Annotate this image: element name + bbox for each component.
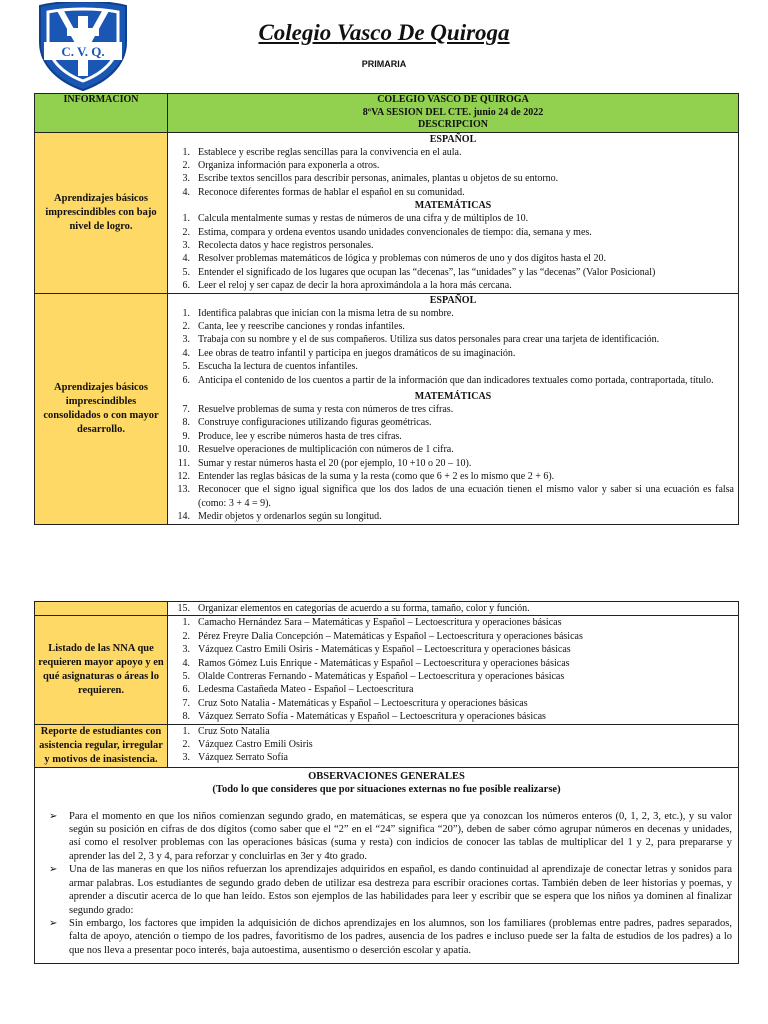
header-descripcion: DESCRIPCION — [417, 119, 488, 130]
row-content — [168, 616, 739, 724]
school-crest-logo — [34, 2, 132, 92]
list-item: 1. Establece y escribe reglas sencillas para la convivencia en el aula. — [182, 146, 462, 158]
row-label: Aprendizajes básicos imprescindibles con bajo nivel de logro. — [35, 132, 168, 293]
row-label: Reporte de estudiantes con asistencia regular, irregular y motivos de inasistencia. — [35, 724, 168, 767]
row-label: Aprendizajes básicos imprescindibles consolidados o con mayor desarrollo. — [35, 293, 168, 524]
list-item: 15. Organizar elementos en categorías de acuerdo a su forma, tamaño, color y función. — [177, 603, 530, 614]
list-item: ➢ Para el momento en que los niños comienzan segundo grado, en matemáticas, se espera que ya conozcan los números enteros (0, 1, 2, 3, etc.), y su valor según su posición en cifras de dos dígitos (como saber que el “2” en el “24” significa “20”), deben de saber cómo agrupar números en decenas y unidades, así como el resolver problemas con las operaciones básicas (suma y resta) con indicios de conocer las tablas de multiplicar del 1 y 2, para prepararse y aprender las del 2, 3 y 4, para reforzar y concluirlas en 3er y 4to grado. — [49, 810, 732, 862]
list-item: 1. Cruz Soto Natalia — [182, 725, 270, 737]
list-item: 11. Sumar y restar números hasta el 20 (por ejemplo, 10 +10 o 20 – 10). — [177, 457, 472, 469]
list-item: 1. Camacho Hernández Sara – Matemáticas y Español – Lectoescritura y operaciones básicas — [182, 617, 562, 629]
list-item: 12. Entender las reglas básicas de la suma y la resta (como que 6 + 2 es lo mismo que 2 + 6). — [177, 471, 555, 483]
list-item: 1. Calcula mentalmente sumas y restas de números de una cifra y de múltiplos de 10. — [182, 213, 529, 225]
section-title: MATEMÁTICAS — [414, 391, 492, 402]
list — [172, 307, 734, 387]
list-item: 5. Escucha la lectura de cuentos infantiles. — [182, 361, 358, 373]
arrow-bullet-icon: ➢ — [49, 917, 58, 929]
section-title: ESPAÑOL — [429, 294, 477, 306]
table-header-row — [35, 94, 739, 133]
row-label: Listado de las NNA que requieren mayor apoyo y en qué asignaturas o áreas lo requieren. — [35, 616, 168, 724]
observations-cell — [35, 767, 739, 963]
row-attendance — [35, 724, 739, 767]
row-continuation — [35, 602, 739, 616]
list — [172, 146, 734, 200]
list-item: 8. Vázquez Serrato Sofía - Matemáticas y Español – Lectoescritura y operaciones básicas — [182, 711, 546, 723]
list-item: 2. Organiza información para exponerla a otros. — [182, 159, 380, 171]
list-item: 6. Anticipa el contenido de los cuentos a partir de la información que dan indicadores textuales como portada, contraportada, título. — [182, 374, 714, 386]
header-school: COLEGIO VASCO DE QUIROGA — [377, 94, 529, 105]
header-informacion: INFORMACION — [35, 94, 168, 133]
list-item: 4. Reconoce diferentes formas de hablar el español en su comunidad. — [182, 186, 465, 198]
list-item: 4. Lee obras de teatro infantil y participa en juegos dramáticos de su imaginación. — [182, 347, 516, 359]
list-item: 4. Resolver problemas matemáticos de lógica y problemas con números de uno y dos dígitos hasta el 20. — [182, 253, 606, 265]
list — [172, 725, 734, 765]
row-nna-support — [35, 616, 739, 724]
list-item: 3. Trabaja con su nombre y el de sus compañeros. Utiliza sus datos personales para crear una tarjeta de identificación. — [182, 334, 660, 346]
list — [172, 212, 734, 292]
list-item: 6. Ledesma Castañeda Mateo - Español – Lectoescritura — [182, 684, 414, 696]
list-item: 3. Vázquez Castro Emili Osiris - Matemáticas y Español – Lectoescritura y operaciones básicas — [182, 644, 571, 656]
observations-list — [39, 810, 734, 957]
list-item: 2. Estima, compara y ordena eventos usando unidades convencionales de tiempo: día, semana y mes. — [182, 226, 592, 238]
list-item: 7. Resuelve problemas de suma y resta con números de tres cifras. — [182, 404, 454, 415]
list — [172, 616, 734, 723]
students-table — [34, 601, 739, 964]
row-content — [168, 602, 739, 616]
section-title: MATEMÁTICAS — [414, 200, 492, 212]
observations-subtitle: (Todo lo que consideres que por situaciones externas no fue posible realizarse) — [212, 783, 561, 795]
arrow-bullet-icon: ➢ — [49, 810, 58, 822]
list-item: 2. Vázquez Castro Emili Osiris — [182, 739, 313, 751]
list-item: 14. Medir objetos y ordenarlos según su longitud. — [177, 511, 382, 523]
row-consolidated — [35, 293, 739, 524]
list-item: 5. Olalde Contreras Fernando - Matemáticas y Español – Lectoescritura y operaciones básicas — [182, 671, 565, 683]
row-low-achievement — [35, 132, 739, 293]
row-observations — [35, 767, 739, 963]
list-item: 9. Produce, lee y escribe números hasta de tres cifras. — [182, 430, 402, 442]
list-item: 7. Cruz Soto Natalia - Matemáticas y Español – Lectoescritura y operaciones básicas — [182, 697, 528, 709]
info-table — [34, 93, 739, 525]
arrow-bullet-icon: ➢ — [49, 864, 58, 876]
observations-title: OBSERVACIONES GENERALES — [308, 770, 465, 782]
list-item: ➢ Una de las maneras en que los niños refuerzan los aprendizajes adquiridos en español, es dando continuidad al aprendizaje de conectar letras y sonidos para armar palabras. Los estudiantes de segundo grado deben de utilizar esa destreza para escribir oraciones cortas. También deben de leer historias y poemas, y aprender a discutir acerca de lo que han leído. Estos son ejemplos de las habilidades para leer y escribir que se espera que los niños ya dominen al finalizar segundo grado: — [49, 864, 732, 916]
list — [172, 403, 734, 524]
row-content — [168, 724, 739, 767]
header-description — [168, 94, 739, 133]
list-item: 4. Ramos Gómez Luis Enrique - Matemáticas y Español – Lectoescritura y operaciones básicas — [182, 657, 570, 669]
list-item: 3. Recolecta datos y hace registros personales. — [182, 239, 374, 251]
list-item: 10. Resuelve operaciones de multiplicación con números de 1 cifra. — [177, 444, 454, 456]
list-item: ➢ Sin embargo, los factores que impiden la adquisición de dichos aprendizajes en los alumnos, son los familiares (problemas entre padres, padres separados, falta de apoyo, atención o tiempo de los padres, favoritismo de los padres, ausencia de los padres e incluso puede ser la falta de estudios de los padres) a lo que nos lleva a presentar poco interés, baja autoestima, ausentismo o deserción escolar y apatía. — [49, 917, 732, 956]
section-title: ESPAÑOL — [429, 133, 477, 145]
row-content — [168, 132, 739, 293]
page-title: Colegio Vasco De Quiroga — [258, 20, 510, 45]
list-item: 5. Entender el significado de los lugares que ocupan las “decenas”, las “unidades” y las “decenas” (Valor Posicional) — [182, 266, 656, 278]
list-item: 6. Leer el reloj y ser capaz de decir la hora aproximándola a la hora más cercana. — [182, 280, 512, 292]
logo-text: C. V. Q. — [61, 44, 105, 59]
list-item: 2. Canta, lee y reescribe canciones y rondas infantiles. — [182, 320, 405, 332]
list-item: 8. Construye configuraciones utilizando figuras geométricas. — [182, 417, 432, 429]
header-session: 8ºVA SESION DEL CTE. junio 24 de 2022 — [362, 106, 544, 118]
list — [172, 602, 734, 615]
list-item: 2. Pérez Freyre Dalia Concepción – Matemáticas y Español – Lectoescritura y operaciones básicas — [182, 630, 583, 642]
page-subtitle: PRIMARIA — [361, 59, 407, 69]
list-item: 3. Escribe textos sencillos para describir personas, animales, plantas u objetos de su entorno. — [182, 173, 559, 185]
list-item: 3. Vázquez Serrato Sofía — [182, 752, 288, 764]
continuation-label-cell — [35, 602, 168, 616]
row-content — [168, 293, 739, 524]
list-item: 1. Identifica palabras que inician con la misma letra de su nombre. — [182, 307, 454, 319]
list-item: 13. Reconocer que el signo igual significa que los dos lados de una ecuación tienen el mismo valor y saber si una ecuación es falsa (como: 3 + 4 = 9). — [177, 484, 734, 509]
